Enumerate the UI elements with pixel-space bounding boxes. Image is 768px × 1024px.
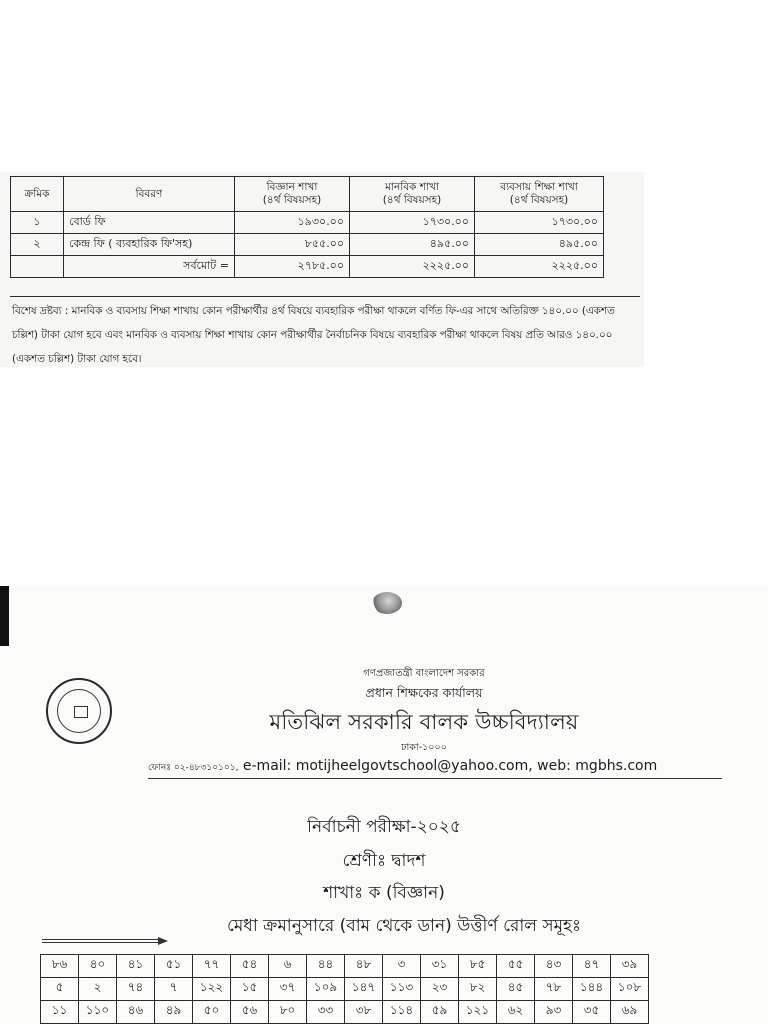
roll-number-cell: ১৪৪ [573, 978, 611, 1001]
roll-number-cell: ৩১ [421, 955, 459, 978]
total-business: ২২২৫.০০ [475, 256, 604, 278]
fee-row [11, 234, 604, 256]
roll-number-cell: ১৪৭ [345, 978, 383, 1001]
header-business: ব্যবসায় শিক্ষা শাখা (৪র্থ বিষয়সহ) [475, 177, 604, 212]
contact-line [148, 758, 722, 779]
total-label: সর্বমোট = [64, 256, 235, 278]
roll-number-cell: ৭ [155, 978, 193, 1001]
row-description: কেন্দ্র ফি ( ব্যবহারিক ফি'সহ) [64, 234, 235, 256]
roll-number-cell: ৭৮ [535, 978, 573, 1001]
roll-number-cell: ১২২ [193, 978, 231, 1001]
row-business-fee: ৪৯৫.০০ [475, 234, 604, 256]
header-sl: ক্রমিক [11, 177, 64, 212]
roll-number-cell: ১০৮ [611, 978, 649, 1001]
roll-number-cell: ৫৪ [231, 955, 269, 978]
roll-number-cell: ৭৪ [117, 978, 155, 1001]
pin-icon [372, 592, 402, 614]
roll-number-cell: ৩ [383, 955, 421, 978]
roll-number-cell: ৪৫ [497, 978, 535, 1001]
roll-number-cell: ৩৭ [269, 978, 307, 1001]
roll-number-cell: ৬৯ [611, 1001, 649, 1024]
total-humanities: ২২২৫.০০ [350, 256, 475, 278]
roll-number-cell: ৭৭ [193, 955, 231, 978]
roll-number-cell: ৫ [41, 978, 79, 1001]
web-text: web: mgbhs.com [537, 758, 658, 774]
row-sl: ১ [11, 212, 64, 234]
arrow-right-icon [42, 937, 168, 945]
roll-number-cell: ৪৮ [345, 955, 383, 978]
header-humanities: মানবিক শাখা (৪র্থ বিষয়সহ) [350, 177, 475, 212]
roll-number-cell: ১০৯ [307, 978, 345, 1001]
roll-number-cell: ৫৬ [231, 1001, 269, 1024]
row-sl: ২ [11, 234, 64, 256]
phone-text: ফোনঃ ০২-৪৮৩১০১০১, [148, 763, 239, 773]
roll-number-cell: ৮৫ [459, 955, 497, 978]
roll-number-cell: ৮৬ [41, 955, 79, 978]
total-empty-cell [11, 256, 64, 278]
roll-number-cell: ১১৩ [383, 978, 421, 1001]
fee-row [11, 212, 604, 234]
exam-title: নির্বাচনী পরীক্ষা-২০২৫ [307, 817, 461, 837]
row-humanities-fee: ৪৯৫.০০ [350, 234, 475, 256]
roll-number-cell: ৪৭ [573, 955, 611, 978]
roll-row [41, 1001, 649, 1024]
fee-note: বিশেষ দ্রষ্টব্য : মানবিক ও ব্যবসায় শিক্ষা শাখায় কোন পরীক্ষার্থীর ৪র্থ বিষয়ে ব্যবহারিক পরীক্ষা থাকলে বর্ণিত ফি-এর সাথে অতিরিক্ত ১৪০.০০ (একশত চল্লিশ) টাকা যোগ হবে এবং মানবিক ও ব্যবসায় শিক্ষা শাখায় কোন পরীক্ষার্থীর নৈর্বাচনিক বিষয়ে ব্যবহারিক পরীক্ষা থাকলে বিষয় প্রতি আরও ১৪০.০০ (একশত চল্লিশ) টাকা যোগ হবে। [10, 296, 640, 373]
roll-number-cell: ১৫ [231, 978, 269, 1001]
roll-row [41, 978, 649, 1001]
roll-number-cell: ৩৯ [611, 955, 649, 978]
roll-table [40, 954, 649, 1024]
header-description: বিবরণ [64, 177, 235, 212]
fee-total-row [11, 256, 604, 278]
total-science: ২৭৮৫.০০ [235, 256, 350, 278]
roll-number-cell: ৫১ [155, 955, 193, 978]
roll-number-cell: ৬২ [497, 1001, 535, 1024]
roll-number-cell: ৩৫ [573, 1001, 611, 1024]
roll-number-cell: ৮০ [269, 1001, 307, 1024]
roll-number-cell: ৪৬ [117, 1001, 155, 1024]
roll-number-cell: ৮২ [459, 978, 497, 1001]
row-science-fee: ৮৫৫.০০ [235, 234, 350, 256]
branch-line: শাখাঃ ক (বিজ্ঞান) [323, 883, 445, 903]
roll-number-cell: ৪০ [79, 955, 117, 978]
fee-header-row [11, 177, 604, 212]
roll-number-cell: ৪৪ [307, 955, 345, 978]
fee-table [10, 176, 604, 278]
roll-number-cell: ৫৯ [421, 1001, 459, 1024]
row-science-fee: ১৯৩০.০০ [235, 212, 350, 234]
row-business-fee: ১৭৩০.০০ [475, 212, 604, 234]
roll-number-cell: ৪১ [117, 955, 155, 978]
roll-number-cell: ১২১ [459, 1001, 497, 1024]
roll-number-cell: ৪৩ [535, 955, 573, 978]
roll-number-cell: ১১৪ [383, 1001, 421, 1024]
roll-number-cell: ২৩ [421, 978, 459, 1001]
roll-number-cell: ১১০ [79, 1001, 117, 1024]
row-humanities-fee: ১৭৩০.০০ [350, 212, 475, 234]
roll-row [41, 955, 649, 978]
office-line: প্রধান শিক্ষকের কার্যালয় [365, 685, 483, 700]
roll-number-cell: ৪৯ [155, 1001, 193, 1024]
fee-table-scan [0, 172, 644, 367]
merit-heading: মেধা ক্রমানুসারে (বাম থেকে ডান) উত্তীর্ণ রোল সমূহঃ [226, 916, 582, 936]
scan-shadow [0, 586, 9, 646]
roll-number-cell: ১১ [41, 1001, 79, 1024]
roll-number-cell: ৬ [269, 955, 307, 978]
roll-number-cell: ৩৩ [307, 1001, 345, 1024]
roll-number-cell: ৩৮ [345, 1001, 383, 1024]
roll-number-cell: ৫০ [193, 1001, 231, 1024]
email-text: e-mail: motijheelgovtschool@yahoo.com, [242, 758, 533, 774]
class-line: শ্রেণীঃ দ্বাদশ [342, 851, 426, 871]
government-line: গণপ্রজাতন্ত্রী বাংলাদেশ সরকার [363, 668, 485, 679]
row-description: বোর্ড ফি [64, 212, 235, 234]
header-science: বিজ্ঞান শাখা (৪র্থ বিষয়সহ) [235, 177, 350, 212]
roll-number-cell: ৫৫ [497, 955, 535, 978]
roll-number-cell: ৯৩ [535, 1001, 573, 1024]
city-line: ঢাকা-১০০০ [401, 742, 447, 753]
school-name: মতিঝিল সরকারি বালক উচ্চবিদ্যালয় [269, 710, 579, 734]
roll-number-cell: ২ [79, 978, 117, 1001]
